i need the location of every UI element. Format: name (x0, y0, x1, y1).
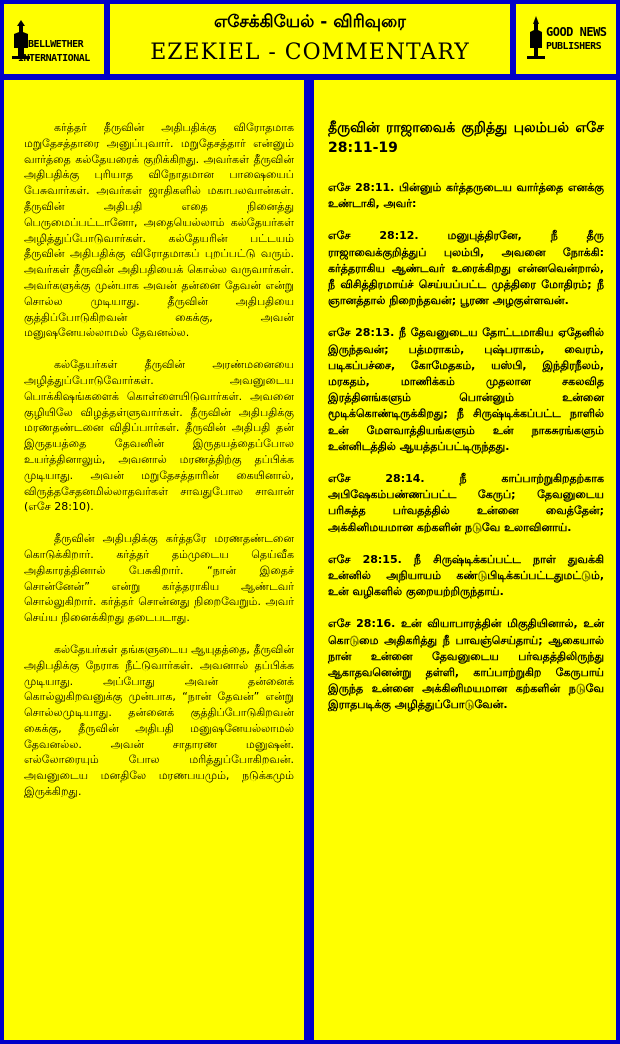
bellwether-logo (4, 4, 104, 74)
logo-left-line-1: BELLWETHER (28, 39, 84, 50)
logo-left-line-2: INTERNATIONAL (18, 53, 90, 64)
scripture-verse: எசே 28:11. பின்னும் கர்த்தருடைய வார்த்தை எனக்கு உண்டாகி, அவர்: (328, 181, 604, 211)
scripture-column (314, 80, 616, 1040)
scripture-verse: எசே 28:15. நீ சிருஷ்டிக்கப்பட்ட நாள் துவக்கி உன்னில் அநியாயம் கண்டுபிடிக்கப்பட்டதுமட்டும், உன் வழிகளில் குறையற்றிருந்தாய். (328, 552, 604, 599)
logo-right-line-1: GOOD NEWS (546, 25, 607, 39)
title-tamil: எசேக்கியேல் - விரிவுரை (214, 12, 406, 32)
scripture-verse: எசே 28:12. மனுபுத்திரனே, நீ தீரு ராஜாவைக்குறித்துப் புலம்பி, அவனை நோக்கி: கர்த்தராகிய ஆண்டவர் உரைக்கிறது என்னவென்றால், நீ விசித்திரமாய்ச் செய்யப்பட்ட முத்திரை மோதிரம்; நீ ஞானத்தால் நிறைந்தவன்; பூரண அழகுள்ளவன். (328, 229, 604, 308)
commentary-paragraph: தீருவின் அதிபதிக்கு கர்த்தரே மரணதண்டனை கொடுக்கிறார். கர்த்தர் தம்முடைய தெய்வீக அதிகாரத்தினால் பேசுகிறார். “நான் இதைச் சொன்னேன்” என்று கர்த்தராகிய ஆண்டவர் சொல்லுகிறார். கர்த்தர் சொன்னது நிறைவேறும். அவர் செய்ய நினைக்கிறது தடைபடாது. (24, 532, 294, 625)
scripture-verse: எசே 28:16. உன் வியாபாரத்தின் மிகுதியினால், உன் கொடுமை அதிகரித்து நீ பாவஞ்செய்தாய்; ஆகையால் நான் உன்னை தேவனுடைய பர்வதத்திலிருந்து ஆகாதவனென்று தள்ளி, காப்பாற்றுகிற கேருபாய் இருந்த உன்னை அக்கினிமயமான கற்களின் நடுவே இராதபடிக்கு அழித்துப்போடுவேன். (328, 617, 604, 712)
good-news-logo (516, 4, 616, 74)
page-title-box (110, 4, 510, 74)
section-heading: தீருவின் ராஜாவைக் குறித்து புலம்பல் எசே 28:11-19 (328, 120, 604, 156)
logo-right-line-2: PUBLISHERS (546, 41, 602, 52)
commentary-paragraph: கர்த்தர் தீருவின் அதிபதிக்கு விரோதமாக மறுதேசத்தாரை அனுப்புவார். மறுதேசத்தார் என்னும் வார்த்தை கல்தேயரைக் குறிக்கிறது. அவர்கள் தீருவின் அதிபதிக்கு புரியாத விநோதமான பாஷையைப் பேசுவார்கள். அவர்கள் ஜாதிகளில் மகாபலவான்கள். தீருவின் அதிபதி எதை நினைத்து பெருமைப்பட்டானோ, அதையெல்லாம் கல்தேயர்கள் அழித்துப்போடுவார்கள். கல்தேயரின் பட்டயம் தீருவின் அதிபதிக்கு விரோதமாகப் புறப்பட்டு வரும். அவர்கள் தீருவின் அதிபதியைக் கொல்ல வருவார்கள். அவர்களுக்கு முன்பாக அவன் தன்னை தேவன் என்று சொல்ல முடியாது. தீருவின் அதிபதியை குத்திப்போடுகிறவன் கைக்கு, அவன் மனுஷனேயல்லாமல் தேவனல்ல. (24, 121, 294, 340)
title-english: EZEKIEL - COMMENTARY (150, 40, 470, 65)
commentary-paragraph: கல்தேயர்கள் தீருவின் அரண்மனையை அழித்துப்போடுவோர்கள். அவனுடைய பொக்கிஷங்களைக் கொள்ளையிடுவார்கள். அவனை குழியிலே விழத்தள்ளுவார்கள். தீருவின் அதிபதிக்கு மரணதண்டனை விதிப்பார்கள். தீருவின் அதிபதி தன் இருதயத்தை தேவனின் இருதயத்தைப்போல உயர்த்தினாலும், அவனால் மரணத்திற்கு தப்பிக்க முடியாது. அவன் மறுதேசத்தாரின் கையினால், விருத்தசேதனமில்லாதவர்கள் சாவதுபோல சாவான் (எசே 28:10). (24, 358, 294, 514)
scripture-verse: எசே 28:13. நீ தேவனுடைய தோட்டமாகிய ஏதேனில் இருந்தவன்; பத்மராகம், புஷ்பராகம், வைரம், படிகப்பச்சை, கோமேதகம், யஸ்பி, இந்திரநீலம், மரகதம், மாணிக்கம் முதலான சகலவித இரத்தினங்களும் பொன்னும் உன்னை மூடிக்கொண்டிருக்கிறது; நீ சிருஷ்டிக்கப்பட்ட நாளில் உன் மேளவாத்தியங்களும் உன் நாகசுரங்களும் உன்னிடத்தில் ஆயத்தப்பட்டிருந்தது. (328, 326, 604, 453)
commentary-column (4, 80, 304, 1040)
scripture-verse: எசே 28:14. நீ காப்பாற்றுகிறதற்காக அபிஷேகம்பண்ணப்பட்ட கேருப்; தேவனுடைய பரிசுத்த பர்வதத்தில் உன்னை வைத்தேன்; அக்கினிமயமான கற்களின் நடுவே உலாவினாய். (328, 472, 604, 534)
commentary-paragraph: கல்தேயர்கள் தங்களுடைய ஆயுதத்தை, தீருவின் அதிபதிக்கு நேராக நீட்டுவார்கள். அவனால் தப்பிக்க முடியாது. அப்போது அவன் தன்னைக் கொல்லுகிறவனுக்கு முன்பாக, “நான் தேவன்” என்று சொல்லமுடியாது. தன்னைக் குத்திப்போடுகிறவன் கைக்கு, தீருவின் அதிபதி மனுஷனேயல்லாமல் தேவனல்ல. அவன் சாதாரண மனுஷன். எல்லோரையும் போல மரித்துப்போகிறவன். அவனுடைய மனதிலே மரணபயமும், நடுக்கமும் இருக்கிறது. (24, 642, 294, 799)
good-news-logo-icon (526, 14, 546, 60)
